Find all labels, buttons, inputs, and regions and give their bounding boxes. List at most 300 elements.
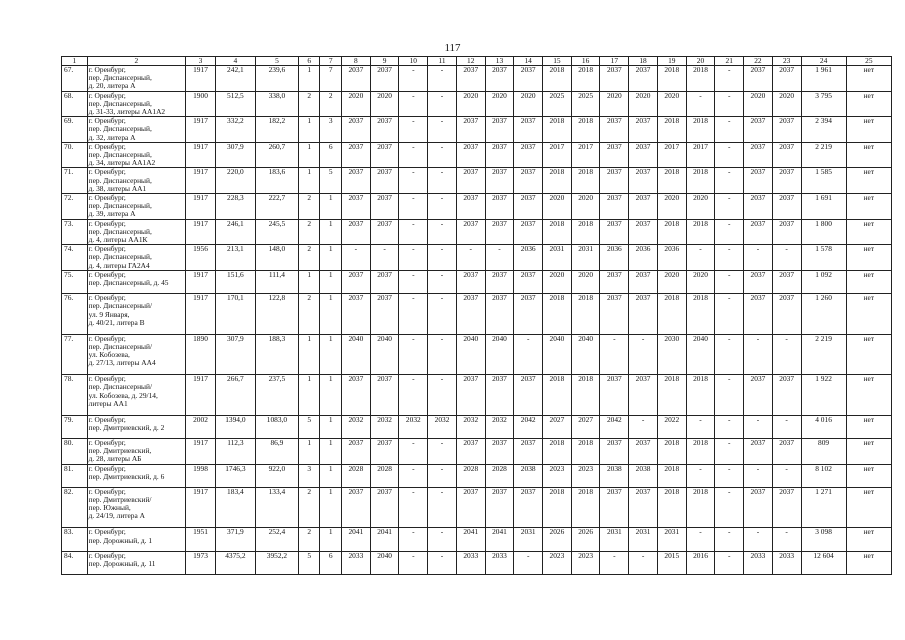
column-number: 25 — [846, 57, 891, 66]
value-cell: 2020 — [485, 91, 514, 117]
address-cell — [87, 375, 185, 416]
value-cell: - — [428, 551, 457, 574]
value-cell: 2037 — [370, 142, 399, 168]
value-cell: 1 271 — [801, 487, 846, 528]
value-cell: 2018 — [543, 117, 572, 143]
value-cell: - — [772, 415, 801, 438]
value-cell: 1917 — [186, 168, 216, 194]
value-cell: 2037 — [456, 194, 485, 220]
value-cell: 2040 — [485, 334, 514, 375]
value-cell: 8 102 — [801, 464, 846, 487]
value-cell: 1998 — [186, 464, 216, 487]
address-line: г. Оренбург, — [88, 551, 126, 560]
value-cell: 2018 — [657, 487, 686, 528]
value-cell: нет — [846, 334, 891, 375]
value-cell: 2028 — [456, 464, 485, 487]
address-line: д. 4, литеры АА1К — [88, 235, 148, 245]
value-cell: 2040 — [571, 334, 600, 375]
value-cell: 1 — [320, 245, 342, 271]
value-cell: 2040 — [342, 334, 371, 375]
value-cell: 2041 — [370, 528, 399, 551]
value-cell: 2 — [320, 91, 342, 117]
column-number: 15 — [543, 57, 572, 66]
value-cell: 1 — [320, 375, 342, 416]
value-cell: 1 691 — [801, 194, 846, 220]
value-cell: 2037 — [456, 438, 485, 464]
value-cell: 2037 — [629, 487, 658, 528]
value-cell: - — [399, 66, 428, 92]
address-line: г. Оренбург, — [88, 142, 126, 151]
address-line: пер. Диспансерный, — [88, 73, 152, 83]
address-line: пер. Дорожный, д. 1 — [88, 535, 153, 545]
value-cell: 1 — [320, 528, 342, 551]
value-cell: 2037 — [629, 294, 658, 335]
value-cell: нет — [846, 66, 891, 92]
value-cell: 188,3 — [255, 334, 298, 375]
value-cell: нет — [846, 464, 891, 487]
value-cell: 2037 — [629, 117, 658, 143]
column-number: 8 — [342, 57, 371, 66]
value-cell: 2018 — [571, 66, 600, 92]
value-cell: 2037 — [370, 375, 399, 416]
value-cell: - — [715, 487, 744, 528]
value-cell: - — [428, 117, 457, 143]
value-cell: 2037 — [370, 270, 399, 293]
value-cell: - — [715, 294, 744, 335]
value-cell: 151,6 — [215, 270, 255, 293]
value-cell: нет — [846, 294, 891, 335]
value-cell: 2018 — [657, 219, 686, 245]
value-cell: 2037 — [744, 487, 773, 528]
value-cell: 2018 — [543, 438, 572, 464]
value-cell: 2037 — [772, 270, 801, 293]
value-cell: 2020 — [657, 194, 686, 220]
value-cell: 2018 — [657, 375, 686, 416]
value-cell: 1951 — [186, 528, 216, 551]
value-cell: - — [399, 168, 428, 194]
value-cell: 170,1 — [215, 294, 255, 335]
value-cell: - — [428, 438, 457, 464]
value-cell: 2020 — [772, 91, 801, 117]
value-cell: - — [744, 334, 773, 375]
value-cell: 5 — [298, 415, 320, 438]
address-line: г. Оренбург, — [88, 116, 126, 126]
value-cell: 266,7 — [215, 375, 255, 416]
row-number: 71. — [62, 168, 88, 194]
address-line: ул. 9 Января, — [88, 309, 130, 319]
value-cell: - — [686, 528, 715, 551]
value-cell: 2037 — [600, 438, 629, 464]
value-cell: - — [715, 194, 744, 220]
value-cell: - — [399, 438, 428, 464]
value-cell: 1956 — [186, 245, 216, 271]
value-cell: - — [399, 528, 428, 551]
column-number: 20 — [686, 57, 715, 66]
value-cell: 1890 — [186, 334, 216, 375]
value-cell: нет — [846, 194, 891, 220]
value-cell: 2 219 — [801, 142, 846, 168]
value-cell: 2037 — [456, 117, 485, 143]
value-cell: - — [399, 334, 428, 375]
value-cell: - — [686, 91, 715, 117]
address-line: пер. Диспансерный, — [88, 201, 152, 211]
value-cell: 2037 — [370, 194, 399, 220]
value-cell: 2037 — [342, 438, 371, 464]
value-cell: 1 961 — [801, 66, 846, 92]
value-cell: 2038 — [629, 464, 658, 487]
value-cell: 242,1 — [215, 66, 255, 92]
value-cell: 2037 — [600, 270, 629, 293]
address-line: г. Оренбург, — [88, 293, 126, 303]
value-cell: - — [715, 528, 744, 551]
value-cell: 6 — [320, 551, 342, 574]
value-cell: 2018 — [543, 487, 572, 528]
table-row — [62, 528, 892, 551]
value-cell: 1 — [320, 415, 342, 438]
value-cell: 2020 — [744, 91, 773, 117]
address-cell — [87, 245, 185, 271]
value-cell: 2037 — [342, 117, 371, 143]
value-cell: 2020 — [686, 270, 715, 293]
column-number: 21 — [715, 57, 744, 66]
value-cell: 2037 — [772, 117, 801, 143]
value-cell: 2018 — [657, 438, 686, 464]
address-line: д. 24/19, литера А — [88, 511, 145, 521]
value-cell: - — [629, 415, 658, 438]
value-cell: - — [428, 487, 457, 528]
row-number: 73. — [62, 219, 88, 245]
row-number: 78. — [62, 375, 88, 416]
address-line: д. 38, литеры АА1 — [88, 183, 147, 193]
value-cell: - — [715, 245, 744, 271]
value-cell: нет — [846, 438, 891, 464]
value-cell: 2037 — [514, 142, 543, 168]
value-cell: 2040 — [370, 334, 399, 375]
value-cell: - — [428, 194, 457, 220]
table-row — [62, 334, 892, 375]
value-cell: 2037 — [514, 294, 543, 335]
value-cell: 2037 — [514, 487, 543, 528]
table-row — [62, 194, 892, 220]
value-cell: 260,7 — [255, 142, 298, 168]
value-cell: 2037 — [744, 294, 773, 335]
value-cell: - — [399, 464, 428, 487]
value-cell: 2037 — [485, 194, 514, 220]
value-cell: 2 — [298, 294, 320, 335]
address-cell — [87, 438, 185, 464]
value-cell: 2036 — [657, 245, 686, 271]
value-cell: 2 — [298, 245, 320, 271]
value-cell: - — [744, 245, 773, 271]
address-cell — [87, 528, 185, 551]
value-cell: 2037 — [370, 168, 399, 194]
value-cell: 2037 — [772, 168, 801, 194]
value-cell: 2037 — [485, 270, 514, 293]
address-line: г. Оренбург, — [88, 270, 126, 279]
value-cell: 2018 — [571, 438, 600, 464]
address-line: пер. Дмитриевский, — [88, 446, 152, 456]
value-cell: 122,8 — [255, 294, 298, 335]
column-number: 16 — [571, 57, 600, 66]
value-cell: 2041 — [342, 528, 371, 551]
value-cell: нет — [846, 487, 891, 528]
address-line: пер. Диспансерный, д. 45 — [88, 278, 169, 288]
value-cell: 2037 — [600, 294, 629, 335]
address-line: д. 34, литеры АА1А2 — [88, 158, 156, 168]
value-cell: 1917 — [186, 375, 216, 416]
value-cell: 111,4 — [255, 270, 298, 293]
address-line: пер. Диспансерный, — [88, 98, 152, 108]
value-cell: 1083,0 — [255, 415, 298, 438]
address-cell — [87, 168, 185, 194]
value-cell: - — [715, 219, 744, 245]
value-cell: 2037 — [629, 194, 658, 220]
value-cell: 2037 — [485, 375, 514, 416]
value-cell: - — [399, 551, 428, 574]
value-cell: 2018 — [571, 117, 600, 143]
table-row — [62, 117, 892, 143]
value-cell: 2027 — [543, 415, 572, 438]
address-line: г. Оренбург, — [88, 91, 126, 100]
value-cell: - — [342, 245, 371, 271]
value-cell: 2018 — [686, 66, 715, 92]
row-number: 76. — [62, 294, 88, 335]
value-cell: 2037 — [485, 294, 514, 335]
row-number: 68. — [62, 91, 88, 117]
value-cell: нет — [846, 142, 891, 168]
value-cell: - — [686, 464, 715, 487]
value-cell: 1917 — [186, 117, 216, 143]
value-cell: - — [629, 551, 658, 574]
value-cell: 2037 — [600, 219, 629, 245]
value-cell: 2018 — [571, 294, 600, 335]
value-cell: 2037 — [370, 487, 399, 528]
address-line: пер. Диспансерный, — [88, 252, 152, 262]
table-row — [62, 464, 892, 487]
table-row — [62, 487, 892, 528]
value-cell: - — [399, 117, 428, 143]
value-cell: 3 795 — [801, 91, 846, 117]
value-cell: 2037 — [485, 168, 514, 194]
value-cell: - — [428, 270, 457, 293]
value-cell: 2018 — [657, 464, 686, 487]
value-cell: - — [686, 415, 715, 438]
value-cell: - — [744, 464, 773, 487]
table-row — [62, 294, 892, 335]
value-cell: - — [514, 551, 543, 574]
value-cell: 1 092 — [801, 270, 846, 293]
value-cell: - — [772, 464, 801, 487]
value-cell: 1 — [298, 375, 320, 416]
row-number: 70. — [62, 142, 88, 168]
table-row — [62, 91, 892, 117]
value-cell: 2018 — [686, 168, 715, 194]
value-cell: 1917 — [186, 438, 216, 464]
value-cell: 2037 — [629, 168, 658, 194]
value-cell: 239,6 — [255, 66, 298, 92]
value-cell: 2020 — [629, 91, 658, 117]
value-cell: 5 — [298, 551, 320, 574]
value-cell: 2 — [298, 194, 320, 220]
column-number: 7 — [320, 57, 342, 66]
value-cell: 1 — [320, 438, 342, 464]
address-cell — [87, 334, 185, 375]
value-cell: 2023 — [571, 551, 600, 574]
value-cell: 1 — [298, 168, 320, 194]
value-cell: 2037 — [456, 487, 485, 528]
value-cell: нет — [846, 91, 891, 117]
value-cell: 2037 — [342, 219, 371, 245]
value-cell: 2037 — [485, 487, 514, 528]
value-cell: 2 — [298, 487, 320, 528]
value-cell: 3 — [298, 464, 320, 487]
value-cell: 2032 — [370, 415, 399, 438]
value-cell: 2020 — [571, 194, 600, 220]
value-cell: 2037 — [600, 375, 629, 416]
value-cell: 2036 — [600, 245, 629, 271]
value-cell: 2037 — [342, 66, 371, 92]
value-cell: 2018 — [686, 487, 715, 528]
value-cell: 2018 — [686, 294, 715, 335]
value-cell: 2020 — [543, 194, 572, 220]
address-line: д. 40/21, литера В — [88, 317, 145, 327]
address-line: г. Оренбург, — [88, 374, 126, 384]
value-cell: - — [428, 168, 457, 194]
row-number: 67. — [62, 66, 88, 92]
value-cell: 2037 — [744, 270, 773, 293]
column-number: 22 — [744, 57, 773, 66]
value-cell: 246,1 — [215, 219, 255, 245]
address-line: г. Оренбург, — [88, 527, 126, 537]
address-line: пер. Диспансерный/ — [88, 382, 153, 392]
value-cell: 2025 — [543, 91, 572, 117]
value-cell: 2040 — [456, 334, 485, 375]
value-cell: 2031 — [657, 528, 686, 551]
value-cell: 2037 — [629, 375, 658, 416]
address-line: пер. Диспансерный, — [88, 226, 152, 236]
table-row — [62, 551, 892, 574]
value-cell: 2033 — [456, 551, 485, 574]
row-number: 84. — [62, 551, 88, 574]
value-cell: 2018 — [571, 375, 600, 416]
value-cell: 2037 — [342, 487, 371, 528]
value-cell: нет — [846, 528, 891, 551]
value-cell: 2037 — [485, 219, 514, 245]
value-cell: - — [399, 375, 428, 416]
value-cell: 2018 — [657, 168, 686, 194]
address-line: пер. Дмитриевский/ — [88, 495, 152, 505]
value-cell: - — [715, 438, 744, 464]
value-cell: 2018 — [543, 294, 572, 335]
value-cell: 2017 — [543, 142, 572, 168]
value-cell: 2018 — [657, 66, 686, 92]
value-cell: 2037 — [342, 194, 371, 220]
column-number: 6 — [298, 57, 320, 66]
value-cell: 2018 — [571, 487, 600, 528]
value-cell: 2037 — [600, 142, 629, 168]
value-cell: 2028 — [342, 464, 371, 487]
address-line: пер. Диспансерный/ — [88, 301, 153, 311]
value-cell: 2037 — [744, 168, 773, 194]
value-cell: нет — [846, 219, 891, 245]
address-cell — [87, 91, 185, 117]
column-number: 14 — [514, 57, 543, 66]
value-cell: 1 — [320, 294, 342, 335]
value-cell: 338,0 — [255, 91, 298, 117]
value-cell: - — [399, 142, 428, 168]
value-cell: 4 016 — [801, 415, 846, 438]
value-cell: 1917 — [186, 219, 216, 245]
address-cell — [87, 66, 185, 92]
value-cell: 2018 — [657, 294, 686, 335]
value-cell: 2031 — [600, 528, 629, 551]
value-cell: 307,9 — [215, 334, 255, 375]
table-row — [62, 219, 892, 245]
value-cell: 2018 — [543, 375, 572, 416]
value-cell: нет — [846, 551, 891, 574]
value-cell: 1 — [320, 334, 342, 375]
value-cell: 2037 — [485, 66, 514, 92]
address-line: д. 27/13, литеры АА4 — [88, 358, 156, 368]
value-cell: 1917 — [186, 142, 216, 168]
address-cell — [87, 270, 185, 293]
value-cell: - — [428, 245, 457, 271]
address-line: г. Оренбург, — [88, 487, 126, 496]
value-cell: 2018 — [543, 219, 572, 245]
column-number: 2 — [87, 57, 185, 66]
row-number: 83. — [62, 528, 88, 551]
value-cell: 809 — [801, 438, 846, 464]
value-cell: 2037 — [772, 375, 801, 416]
value-cell: 2037 — [370, 117, 399, 143]
address-line: г. Оренбург, — [88, 167, 126, 177]
value-cell: 2037 — [514, 168, 543, 194]
row-number: 74. — [62, 245, 88, 271]
value-cell: 2031 — [543, 245, 572, 271]
address-line: д. 31-33, литеры АА1А2 — [88, 107, 166, 117]
value-cell: 2037 — [370, 66, 399, 92]
value-cell: - — [428, 142, 457, 168]
value-cell: 213,1 — [215, 245, 255, 271]
row-number: 79. — [62, 415, 88, 438]
value-cell: 2037 — [600, 66, 629, 92]
value-cell: 1394,0 — [215, 415, 255, 438]
address-cell — [87, 142, 185, 168]
value-cell: 1 260 — [801, 294, 846, 335]
address-cell — [87, 219, 185, 245]
value-cell: 1 — [320, 487, 342, 528]
value-cell: 2037 — [456, 375, 485, 416]
value-cell: 2037 — [514, 117, 543, 143]
value-cell: 252,4 — [255, 528, 298, 551]
column-number: 1 — [62, 57, 88, 66]
address-line: г. Оренбург, — [88, 65, 126, 74]
value-cell: 2026 — [571, 528, 600, 551]
value-cell: 1746,3 — [215, 464, 255, 487]
value-cell: 2032 — [428, 415, 457, 438]
value-cell: 1917 — [186, 487, 216, 528]
value-cell: 1 — [298, 438, 320, 464]
value-cell: 1 — [298, 334, 320, 375]
value-cell: 2037 — [342, 294, 371, 335]
value-cell: - — [428, 464, 457, 487]
value-cell: 2037 — [514, 194, 543, 220]
value-cell: 2040 — [543, 334, 572, 375]
value-cell: - — [456, 245, 485, 271]
value-cell: 2037 — [456, 270, 485, 293]
column-number: 5 — [255, 57, 298, 66]
row-number: 82. — [62, 487, 88, 528]
